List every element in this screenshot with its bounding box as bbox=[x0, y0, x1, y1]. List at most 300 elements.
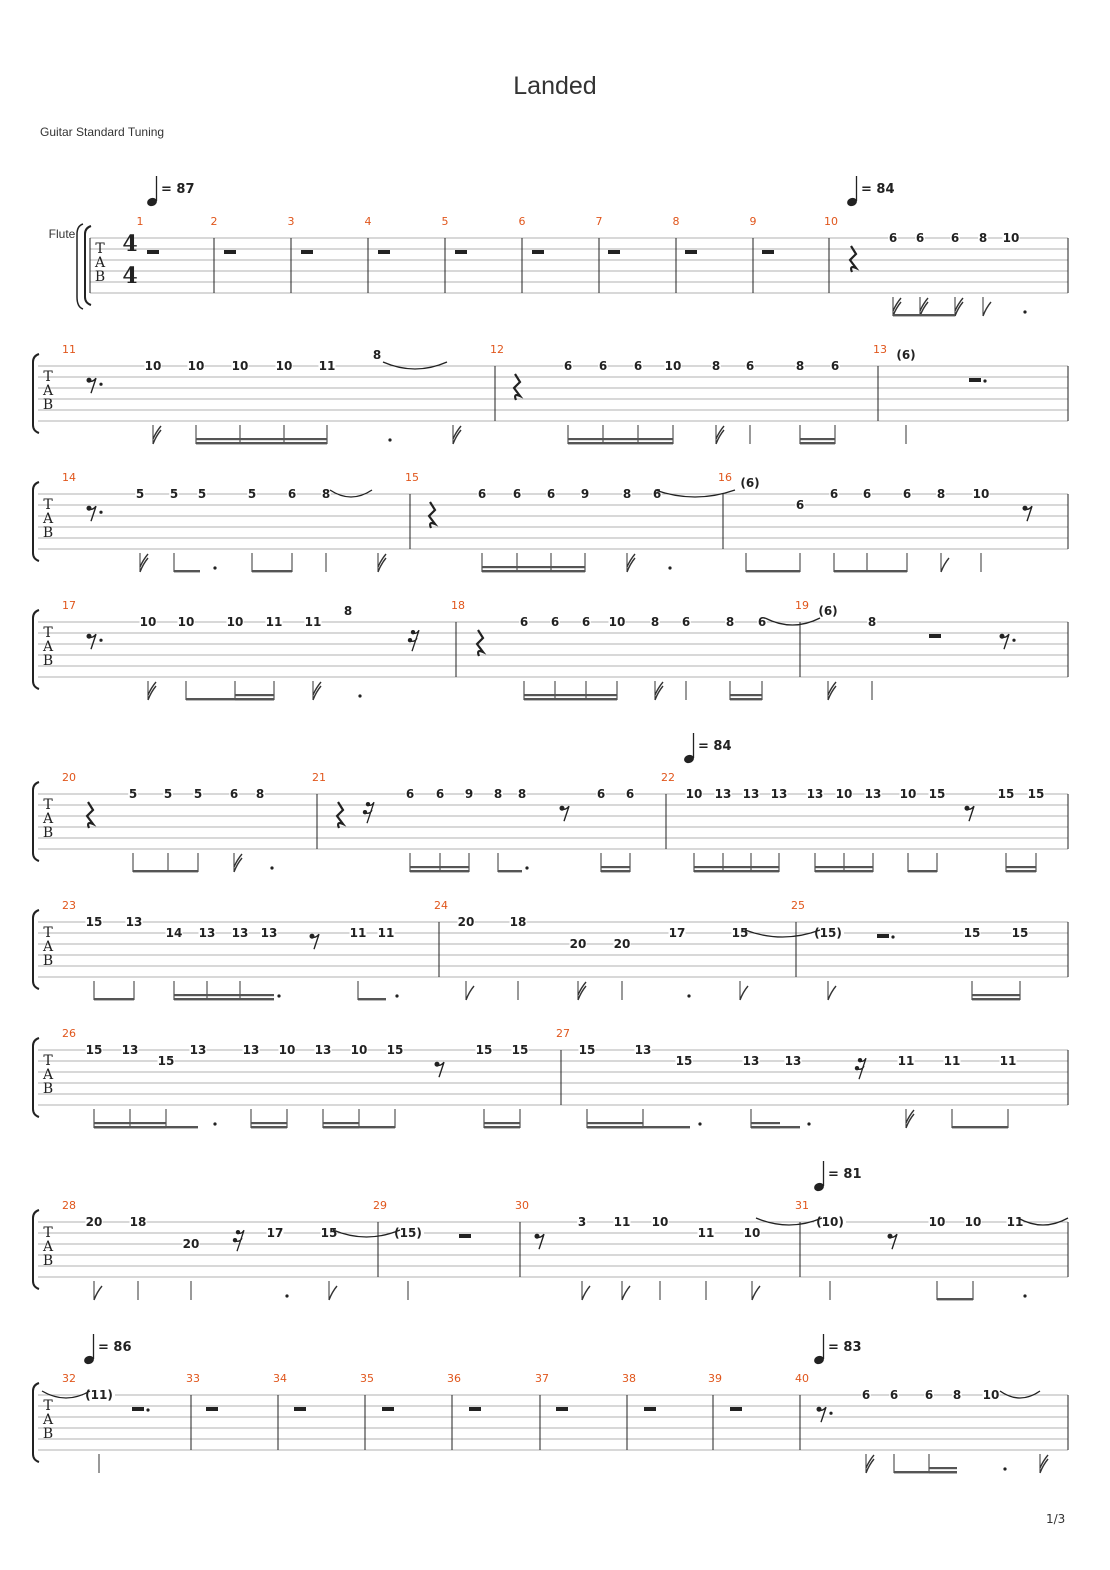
rhythm-dot bbox=[285, 1294, 288, 1297]
rhythm-beam bbox=[694, 866, 779, 868]
rhythm-beam bbox=[746, 570, 800, 572]
fret-number: 8 bbox=[867, 615, 877, 629]
fret-number: 15 bbox=[997, 787, 1015, 801]
tab-clef-letter: T bbox=[43, 797, 53, 813]
fret-number: 10 bbox=[972, 487, 990, 501]
rhythm-beam bbox=[174, 994, 274, 996]
tab-clef-letter: T bbox=[43, 1053, 53, 1069]
rhythm-dot bbox=[698, 1122, 701, 1125]
tie-arc bbox=[1000, 1391, 1040, 1398]
fret-number: 13 bbox=[742, 787, 760, 801]
measure-number: 23 bbox=[62, 899, 76, 912]
half-rest-icon bbox=[378, 250, 390, 254]
fret-number: 5 bbox=[163, 787, 173, 801]
rhythm-beam bbox=[524, 694, 617, 696]
fret-number: 6 bbox=[924, 1388, 934, 1402]
fret-number: 6 bbox=[745, 359, 755, 373]
fret-number: 15 bbox=[963, 926, 981, 940]
rhythm-beam bbox=[815, 866, 873, 868]
rhythm-dot bbox=[668, 566, 671, 569]
fret-number: 13 bbox=[714, 787, 732, 801]
rhythm-beam bbox=[94, 1122, 166, 1124]
measure-number: 32 bbox=[62, 1372, 76, 1385]
measure-number: 3 bbox=[287, 215, 295, 228]
fret-number: 10 bbox=[964, 1215, 982, 1229]
rhythm-flag bbox=[466, 986, 474, 1000]
fret-number: 5 bbox=[193, 787, 203, 801]
fret-number: 10 bbox=[350, 1043, 368, 1057]
tab-clef-letter: B bbox=[42, 1426, 54, 1442]
fret-number: 20 bbox=[457, 915, 475, 929]
measure-number: 20 bbox=[62, 771, 76, 784]
fret-number: 13 bbox=[634, 1043, 652, 1057]
time-signature-top: 4 bbox=[122, 231, 138, 257]
measure-number: 19 bbox=[795, 599, 809, 612]
rhythm-beam bbox=[323, 1126, 359, 1128]
fret-number: 8 bbox=[493, 787, 503, 801]
system-brace bbox=[77, 224, 83, 309]
tempo-marking: = 84 bbox=[698, 739, 732, 754]
rhythm-dot bbox=[1003, 1467, 1006, 1470]
fret-number: 8 bbox=[255, 787, 265, 801]
tab-clef-letter: B bbox=[94, 269, 106, 285]
fret-number: 15 bbox=[578, 1043, 596, 1057]
fret-number: 15 bbox=[475, 1043, 493, 1057]
tie-arc bbox=[333, 1230, 400, 1237]
fret-number: 6 bbox=[902, 487, 912, 501]
fret-number: 10 bbox=[608, 615, 626, 629]
fret-number: 18 bbox=[129, 1215, 147, 1229]
rhythm-beam bbox=[482, 566, 585, 568]
tab-clef-letter: B bbox=[42, 953, 54, 969]
fret-number: 5 bbox=[247, 487, 257, 501]
fret-number: 11 bbox=[943, 1054, 961, 1068]
fret-number: 6 bbox=[829, 487, 839, 501]
rhythm-beam bbox=[730, 698, 762, 700]
fret-number: 6 bbox=[950, 231, 960, 245]
measure-number: 37 bbox=[535, 1372, 549, 1385]
tab-clef-letter: B bbox=[42, 1081, 54, 1097]
fret-number: 14 bbox=[165, 926, 183, 940]
fret-number: 6 bbox=[915, 231, 925, 245]
rhythm-beam bbox=[251, 1122, 287, 1124]
rhythm-beam bbox=[800, 438, 835, 440]
fret-number: 6 bbox=[652, 487, 662, 501]
half-rest-icon bbox=[762, 250, 774, 254]
fret-number: 6 bbox=[477, 487, 487, 501]
half-rest-icon bbox=[685, 250, 697, 254]
fret-number: 10 bbox=[1002, 231, 1020, 245]
rhythm-dot bbox=[277, 994, 280, 997]
fret-number: 11 bbox=[377, 926, 395, 940]
rhythm-beam bbox=[484, 1126, 520, 1128]
fret-number: 6 bbox=[596, 787, 606, 801]
fret-number: 15 bbox=[320, 1226, 338, 1240]
fret-number: 6 bbox=[757, 615, 767, 629]
fret-number: 6 bbox=[633, 359, 643, 373]
rhythm-dot bbox=[358, 694, 361, 697]
fret-number: 10 bbox=[187, 359, 205, 373]
fret-number: 6 bbox=[598, 359, 608, 373]
rhythm-beam bbox=[410, 866, 469, 868]
tab-clef-letter: A bbox=[42, 639, 54, 655]
fret-number: 10 bbox=[144, 359, 162, 373]
fret-number: 10 bbox=[664, 359, 682, 373]
measure-number: 28 bbox=[62, 1199, 76, 1212]
tuning-label: Guitar Standard Tuning bbox=[40, 125, 165, 139]
fret-number: 6 bbox=[287, 487, 297, 501]
fret-number: 8 bbox=[795, 359, 805, 373]
rhythm-dot bbox=[213, 1122, 216, 1125]
measure-number: 15 bbox=[405, 471, 419, 484]
rhythm-dot bbox=[1023, 310, 1026, 313]
rhythm-beam bbox=[568, 438, 673, 440]
fret-number: (11) bbox=[85, 1388, 113, 1402]
page-number: 1/3 bbox=[1046, 1512, 1066, 1526]
rhythm-beam bbox=[929, 1467, 957, 1469]
rhythm-beam bbox=[196, 438, 327, 440]
quarter-rest-icon bbox=[850, 246, 856, 272]
fret-number: 9 bbox=[464, 787, 474, 801]
rhythm-beam bbox=[568, 442, 673, 444]
staff-system bbox=[33, 910, 1068, 1000]
fret-number: 15 bbox=[157, 1054, 175, 1068]
half-rest-icon bbox=[224, 250, 236, 254]
rhythm-beam bbox=[484, 1122, 520, 1124]
quarter-rest-icon bbox=[429, 502, 435, 528]
fret-number: 10 bbox=[685, 787, 703, 801]
fret-number: (6) bbox=[740, 476, 760, 490]
fret-number: 6 bbox=[229, 787, 239, 801]
rhythm-beam bbox=[133, 870, 198, 872]
rhythm-beam bbox=[694, 870, 779, 872]
measure-number: 31 bbox=[795, 1199, 809, 1212]
fret-number: 8 bbox=[650, 615, 660, 629]
rhythm-dot bbox=[270, 866, 273, 869]
measure-number: 34 bbox=[273, 1372, 287, 1385]
tempo-marking: = 81 bbox=[828, 1167, 862, 1182]
fret-number: 11 bbox=[697, 1226, 715, 1240]
measure-number: 6 bbox=[518, 215, 526, 228]
half-rest-icon bbox=[608, 250, 620, 254]
fret-number: 8 bbox=[936, 487, 946, 501]
half-rest-icon bbox=[455, 250, 467, 254]
score-title: Landed bbox=[513, 72, 597, 100]
rhythm-flag bbox=[983, 302, 991, 316]
measure-number: 22 bbox=[661, 771, 675, 784]
fret-number: 5 bbox=[135, 487, 145, 501]
fret-number: 13 bbox=[784, 1054, 802, 1068]
rhythm-beam bbox=[251, 1126, 287, 1128]
tempo-marking: = 84 bbox=[861, 182, 895, 197]
rhythm-flag bbox=[941, 558, 949, 572]
fret-number: 10 bbox=[278, 1043, 296, 1057]
tab-clef-letter: A bbox=[94, 255, 106, 271]
tie-arc bbox=[1018, 1218, 1068, 1225]
rhythm-beam bbox=[498, 870, 522, 872]
measure-number: 39 bbox=[708, 1372, 722, 1385]
quarter-rest-icon bbox=[337, 802, 343, 828]
measure-number: 7 bbox=[595, 215, 603, 228]
tab-clef-letter: T bbox=[95, 241, 105, 257]
rest-dot bbox=[829, 1412, 832, 1415]
fret-number: (6) bbox=[818, 604, 838, 618]
fret-number: (15) bbox=[814, 926, 842, 940]
fret-number: 6 bbox=[830, 359, 840, 373]
rhythm-beam bbox=[94, 1126, 166, 1128]
fret-number: 6 bbox=[405, 787, 415, 801]
fret-number: 11 bbox=[999, 1054, 1017, 1068]
fret-number: (15) bbox=[394, 1226, 422, 1240]
half-rest-icon bbox=[969, 378, 981, 382]
tab-clef-letter: T bbox=[43, 925, 53, 941]
rhythm-beam bbox=[323, 1122, 359, 1124]
fret-number: 6 bbox=[625, 787, 635, 801]
fret-number: 5 bbox=[169, 487, 179, 501]
fret-number: 5 bbox=[197, 487, 207, 501]
rhythm-dot bbox=[1023, 1294, 1026, 1297]
tab-clef-letter: B bbox=[42, 1253, 54, 1269]
tab-clef-letter: A bbox=[42, 1412, 54, 1428]
fret-number: 6 bbox=[435, 787, 445, 801]
rhythm-beam bbox=[1006, 870, 1036, 872]
time-signature-bottom: 4 bbox=[122, 263, 138, 289]
rest-dot bbox=[983, 379, 986, 382]
rhythm-dot bbox=[687, 994, 690, 997]
tie-arc bbox=[756, 1218, 822, 1225]
measure-number: 25 bbox=[791, 899, 805, 912]
fret-number: 6 bbox=[550, 615, 560, 629]
half-rest-icon bbox=[206, 1407, 218, 1411]
half-rest-icon bbox=[556, 1407, 568, 1411]
rhythm-beam bbox=[952, 1126, 1008, 1128]
measure-number: 13 bbox=[873, 343, 887, 356]
rhythm-flag bbox=[329, 1286, 337, 1300]
fret-number: 10 bbox=[928, 1215, 946, 1229]
rhythm-beam bbox=[235, 698, 274, 700]
rhythm-beam bbox=[893, 314, 955, 316]
tie-arc bbox=[42, 1391, 90, 1398]
rhythm-beam bbox=[482, 570, 585, 572]
fret-number: 8 bbox=[321, 487, 331, 501]
rhythm-flag bbox=[582, 1286, 590, 1300]
measure-number: 5 bbox=[441, 215, 449, 228]
fret-number: 20 bbox=[569, 937, 587, 951]
rhythm-beam bbox=[751, 1126, 780, 1128]
tab-clef-letter: A bbox=[42, 811, 54, 827]
tab-clef-letter: T bbox=[43, 1225, 53, 1241]
fret-number: 6 bbox=[861, 1388, 871, 1402]
fret-number: 13 bbox=[121, 1043, 139, 1057]
half-rest-icon bbox=[644, 1407, 656, 1411]
half-rest-icon bbox=[877, 934, 889, 938]
rhythm-beam bbox=[908, 870, 937, 872]
rhythm-beam bbox=[358, 998, 386, 1000]
rest-dot bbox=[1012, 639, 1015, 642]
half-rest-icon bbox=[147, 250, 159, 254]
fret-number: 13 bbox=[242, 1043, 260, 1057]
measure-number: 2 bbox=[210, 215, 218, 228]
rhythm-dot bbox=[525, 866, 528, 869]
fret-number: 10 bbox=[275, 359, 293, 373]
fret-number: 13 bbox=[770, 787, 788, 801]
fret-number: 6 bbox=[581, 615, 591, 629]
tie-arc bbox=[745, 930, 820, 937]
tempo-marking: = 87 bbox=[161, 182, 195, 197]
fret-number: 13 bbox=[742, 1054, 760, 1068]
rhythm-dot bbox=[213, 566, 216, 569]
fret-number: 10 bbox=[139, 615, 157, 629]
fret-number: (10) bbox=[816, 1215, 844, 1229]
fret-number: 8 bbox=[517, 787, 527, 801]
fret-number: 6 bbox=[889, 1388, 899, 1402]
fret-number: 6 bbox=[795, 498, 805, 512]
fret-number: 11 bbox=[304, 615, 322, 629]
tab-clef-letter: A bbox=[42, 1239, 54, 1255]
measure-number: 18 bbox=[451, 599, 465, 612]
fret-number: 15 bbox=[1027, 787, 1045, 801]
measure-number: 9 bbox=[749, 215, 757, 228]
measure-number: 26 bbox=[62, 1027, 76, 1040]
rest-dot bbox=[99, 511, 102, 514]
measure-number: 29 bbox=[373, 1199, 387, 1212]
tempo-marking: = 83 bbox=[828, 1340, 862, 1355]
fret-number: 13 bbox=[864, 787, 882, 801]
measure-number: 24 bbox=[434, 899, 448, 912]
rhythm-flag bbox=[752, 1286, 760, 1300]
fret-number: 8 bbox=[372, 348, 382, 362]
rhythm-flag bbox=[828, 986, 836, 1000]
measure-number: 12 bbox=[490, 343, 504, 356]
quarter-rest-icon bbox=[514, 374, 520, 400]
quarter-rest-icon bbox=[87, 802, 93, 828]
measure-number: 35 bbox=[360, 1372, 374, 1385]
rhythm-beam bbox=[196, 442, 327, 444]
fret-number: 13 bbox=[198, 926, 216, 940]
fret-number: 15 bbox=[85, 915, 103, 929]
rhythm-beam bbox=[815, 870, 873, 872]
rhythm-beam bbox=[235, 694, 274, 696]
fret-number: 8 bbox=[711, 359, 721, 373]
fret-number: 11 bbox=[265, 615, 283, 629]
fret-number: 6 bbox=[519, 615, 529, 629]
fret-number: 11 bbox=[613, 1215, 631, 1229]
rest-dot bbox=[891, 935, 894, 938]
measure-number: 36 bbox=[447, 1372, 461, 1385]
rhythm-dot bbox=[388, 438, 391, 441]
measure-number: 1 bbox=[136, 215, 144, 228]
fret-number: 15 bbox=[386, 1043, 404, 1057]
fret-number: 3 bbox=[577, 1215, 587, 1229]
staff-system bbox=[33, 1210, 1068, 1300]
fret-number: 11 bbox=[1006, 1215, 1024, 1229]
rest-dot bbox=[146, 1408, 149, 1411]
tab-clef-letter: T bbox=[43, 497, 53, 513]
half-rest-icon bbox=[294, 1407, 306, 1411]
fret-number: 13 bbox=[231, 926, 249, 940]
fret-number: 15 bbox=[928, 787, 946, 801]
fret-number: 20 bbox=[613, 937, 631, 951]
fret-number: 6 bbox=[563, 359, 573, 373]
tab-clef-letter: T bbox=[43, 369, 53, 385]
rhythm-beam bbox=[601, 866, 630, 868]
rhythm-flag bbox=[94, 1286, 102, 1300]
fret-number: 15 bbox=[731, 926, 749, 940]
rhythm-beam bbox=[587, 1126, 643, 1128]
fret-number: 8 bbox=[978, 231, 988, 245]
fret-number: 11 bbox=[349, 926, 367, 940]
half-rest-icon bbox=[132, 1407, 144, 1411]
fret-number: 17 bbox=[668, 926, 686, 940]
half-rest-icon bbox=[929, 634, 941, 638]
rhythm-beam bbox=[601, 870, 630, 872]
fret-number: 10 bbox=[231, 359, 249, 373]
tab-clef-letter: A bbox=[42, 511, 54, 527]
tempo-marking: = 86 bbox=[98, 1340, 132, 1355]
fret-number: 15 bbox=[1011, 926, 1029, 940]
rhythm-beam bbox=[937, 1298, 973, 1300]
fret-number: 13 bbox=[314, 1043, 332, 1057]
tab-clef-letter: A bbox=[42, 939, 54, 955]
measure-number: 10 bbox=[824, 215, 838, 228]
measure-number: 14 bbox=[62, 471, 76, 484]
rhythm-beam bbox=[587, 1122, 643, 1124]
measure-number: 40 bbox=[795, 1372, 809, 1385]
half-rest-icon bbox=[469, 1407, 481, 1411]
fret-number: (6) bbox=[896, 348, 916, 362]
fret-number: 13 bbox=[260, 926, 278, 940]
fret-number: 20 bbox=[85, 1215, 103, 1229]
rhythm-beam bbox=[972, 998, 1020, 1000]
fret-number: 13 bbox=[806, 787, 824, 801]
tab-clef-letter: B bbox=[42, 397, 54, 413]
measure-number: 38 bbox=[622, 1372, 636, 1385]
fret-number: 10 bbox=[982, 1388, 1000, 1402]
fret-number: 6 bbox=[681, 615, 691, 629]
rhythm-beam bbox=[174, 998, 274, 1000]
rhythm-beam bbox=[929, 1471, 957, 1473]
tab-clef-letter: T bbox=[43, 1398, 53, 1414]
rhythm-beam bbox=[1006, 866, 1036, 868]
rhythm-dot bbox=[395, 994, 398, 997]
rhythm-beam bbox=[524, 698, 617, 700]
rhythm-beam bbox=[174, 570, 200, 572]
fret-number: 17 bbox=[266, 1226, 284, 1240]
fret-number: 10 bbox=[899, 787, 917, 801]
rhythm-beam bbox=[751, 1122, 780, 1124]
rhythm-beam bbox=[834, 570, 907, 572]
measure-number: 30 bbox=[515, 1199, 529, 1212]
rest-dot bbox=[99, 383, 102, 386]
fret-number: 10 bbox=[743, 1226, 761, 1240]
tab-clef-letter: B bbox=[42, 525, 54, 541]
measure-number: 4 bbox=[364, 215, 372, 228]
rhythm-beam bbox=[410, 870, 469, 872]
fret-number: 10 bbox=[226, 615, 244, 629]
rhythm-beam bbox=[972, 994, 1020, 996]
fret-number: 13 bbox=[125, 915, 143, 929]
fret-number: 15 bbox=[511, 1043, 529, 1057]
half-rest-icon bbox=[532, 250, 544, 254]
half-rest-icon bbox=[459, 1234, 471, 1238]
quarter-rest-icon bbox=[477, 630, 483, 656]
fret-number: 20 bbox=[182, 1237, 200, 1251]
fret-number: 10 bbox=[651, 1215, 669, 1229]
rhythm-beam bbox=[252, 570, 292, 572]
fret-number: 15 bbox=[85, 1043, 103, 1057]
tab-clef-letter: B bbox=[42, 653, 54, 669]
measure-number: 11 bbox=[62, 343, 76, 356]
